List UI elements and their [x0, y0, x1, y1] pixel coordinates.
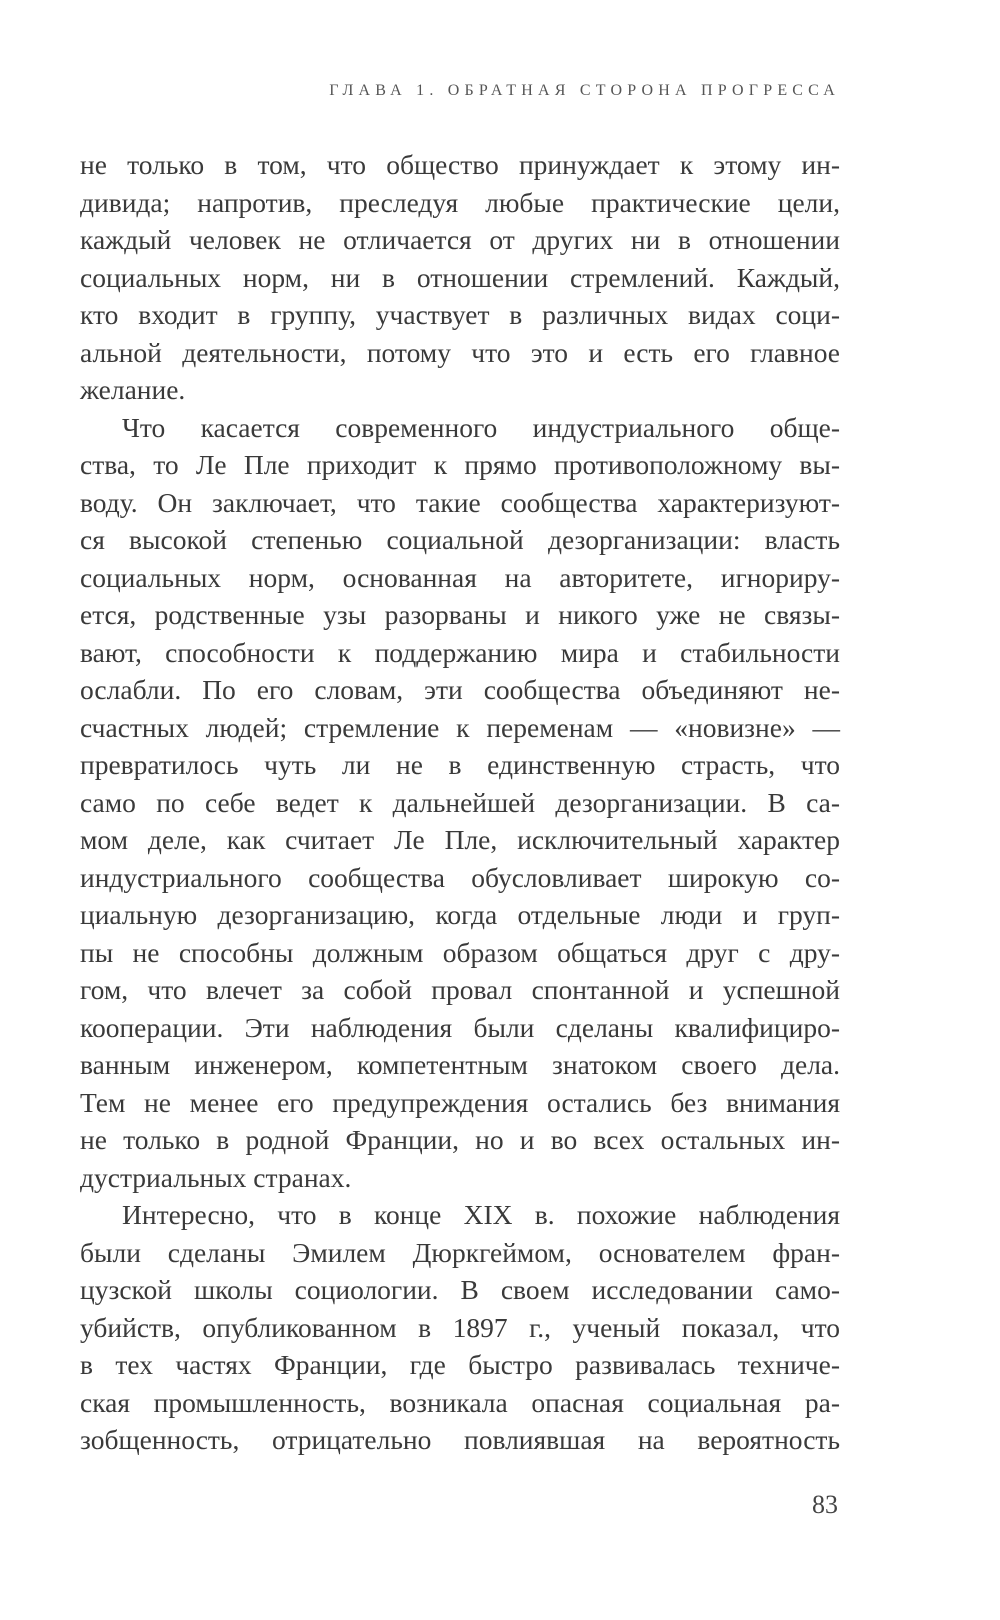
- text-line: кооперации. Эти наблюдения были сделаны квалифициро-: [80, 1011, 840, 1043]
- text-line: альной деятельности, потому что это и есть его главное: [80, 336, 840, 368]
- text-line: убийств, опубликованном в 1897 г., ученый показал, что: [80, 1311, 840, 1343]
- text-line: гом, что влечет за собой провал спонтанной и успешной: [80, 974, 840, 1005]
- text-line: каждый человек не отличается от других ни в отношении: [80, 224, 840, 255]
- text-line: дивида; напротив, преследуя любые практические цели,: [80, 186, 840, 218]
- text-line: ства, то Ле Пле приходит к прямо противоположному вы-: [80, 449, 840, 480]
- text-line: циальную дезорганизацию, когда отдельные люди и груп-: [80, 899, 840, 930]
- text-line: ется, родственные узы разорваны и никого уже не связы-: [80, 599, 840, 630]
- text-line: ванным инженером, компетентным знатоком своего дела.: [80, 1049, 840, 1080]
- paragraph-3: [80, 1196, 840, 1459]
- text-line: ослабли. По его словам, эти сообщества объединяют не-: [80, 674, 840, 705]
- text-line: индустриального сообщества обусловливает широкую со-: [80, 861, 840, 893]
- text-line: ская промышленность, возникала опасная социальная ра-: [80, 1386, 840, 1418]
- text-line: зобщенность, отрицательно повлиявшая на вероятность: [80, 1424, 840, 1455]
- text-line: превратилось чуть ли не в единственную страсть, что: [80, 749, 840, 780]
- text-line: счастных людей; стремление к переменам — «новизне» —: [80, 711, 840, 743]
- text-line: мом деле, как считает Ле Пле, исключительный характер: [80, 824, 840, 855]
- text-line: не только в том, что общество принуждает к этому ин-: [80, 149, 840, 180]
- text-line: социальных норм, ни в отношении стремлений. Каждый,: [80, 261, 840, 293]
- body-text: [80, 146, 840, 1459]
- text-line: дустриальных странах.: [80, 1161, 352, 1193]
- text-line: социальных норм, основанная на авторитете, игнориру-: [80, 561, 840, 593]
- text-line: кто входит в группу, участвует в различных видах соци-: [80, 299, 840, 330]
- text-line: ся высокой степенью социальной дезорганизации: власть: [80, 524, 840, 555]
- paragraph-1: [80, 146, 840, 409]
- text-line: Тем не менее его предупреждения остались без внимания: [80, 1086, 840, 1118]
- paragraph-2: [80, 409, 840, 1197]
- text-line: воду. Он заключает, что такие сообщества характеризуют-: [80, 486, 840, 518]
- text-line: желание.: [80, 374, 186, 405]
- text-line: не только в родной Франции, но и во всех остальных ин-: [80, 1124, 840, 1155]
- text-line: Интересно, что в конце XIX в. похожие наблюдения: [122, 1199, 840, 1230]
- running-head: ГЛАВА 1. ОБРАТНАЯ СТОРОНА ПРОГРЕССА: [329, 82, 840, 99]
- text-line: само по себе ведет к дальнейшей дезорганизации. В са-: [80, 786, 840, 818]
- text-line: Что касается современного индустриального обще-: [122, 411, 840, 443]
- text-line: цузской школы социологии. В своем исследовании само-: [80, 1274, 840, 1305]
- text-line: в тех частях Франции, где быстро развивалась техниче-: [80, 1349, 840, 1380]
- text-line: были сделаны Эмилем Дюркгеймом, основателем фран-: [80, 1236, 840, 1268]
- text-line: пы не способны должным образом общаться друг с дру-: [80, 936, 840, 968]
- page-number: 83: [812, 1490, 838, 1519]
- text-line: вают, способности к поддержанию мира и стабильности: [80, 636, 840, 668]
